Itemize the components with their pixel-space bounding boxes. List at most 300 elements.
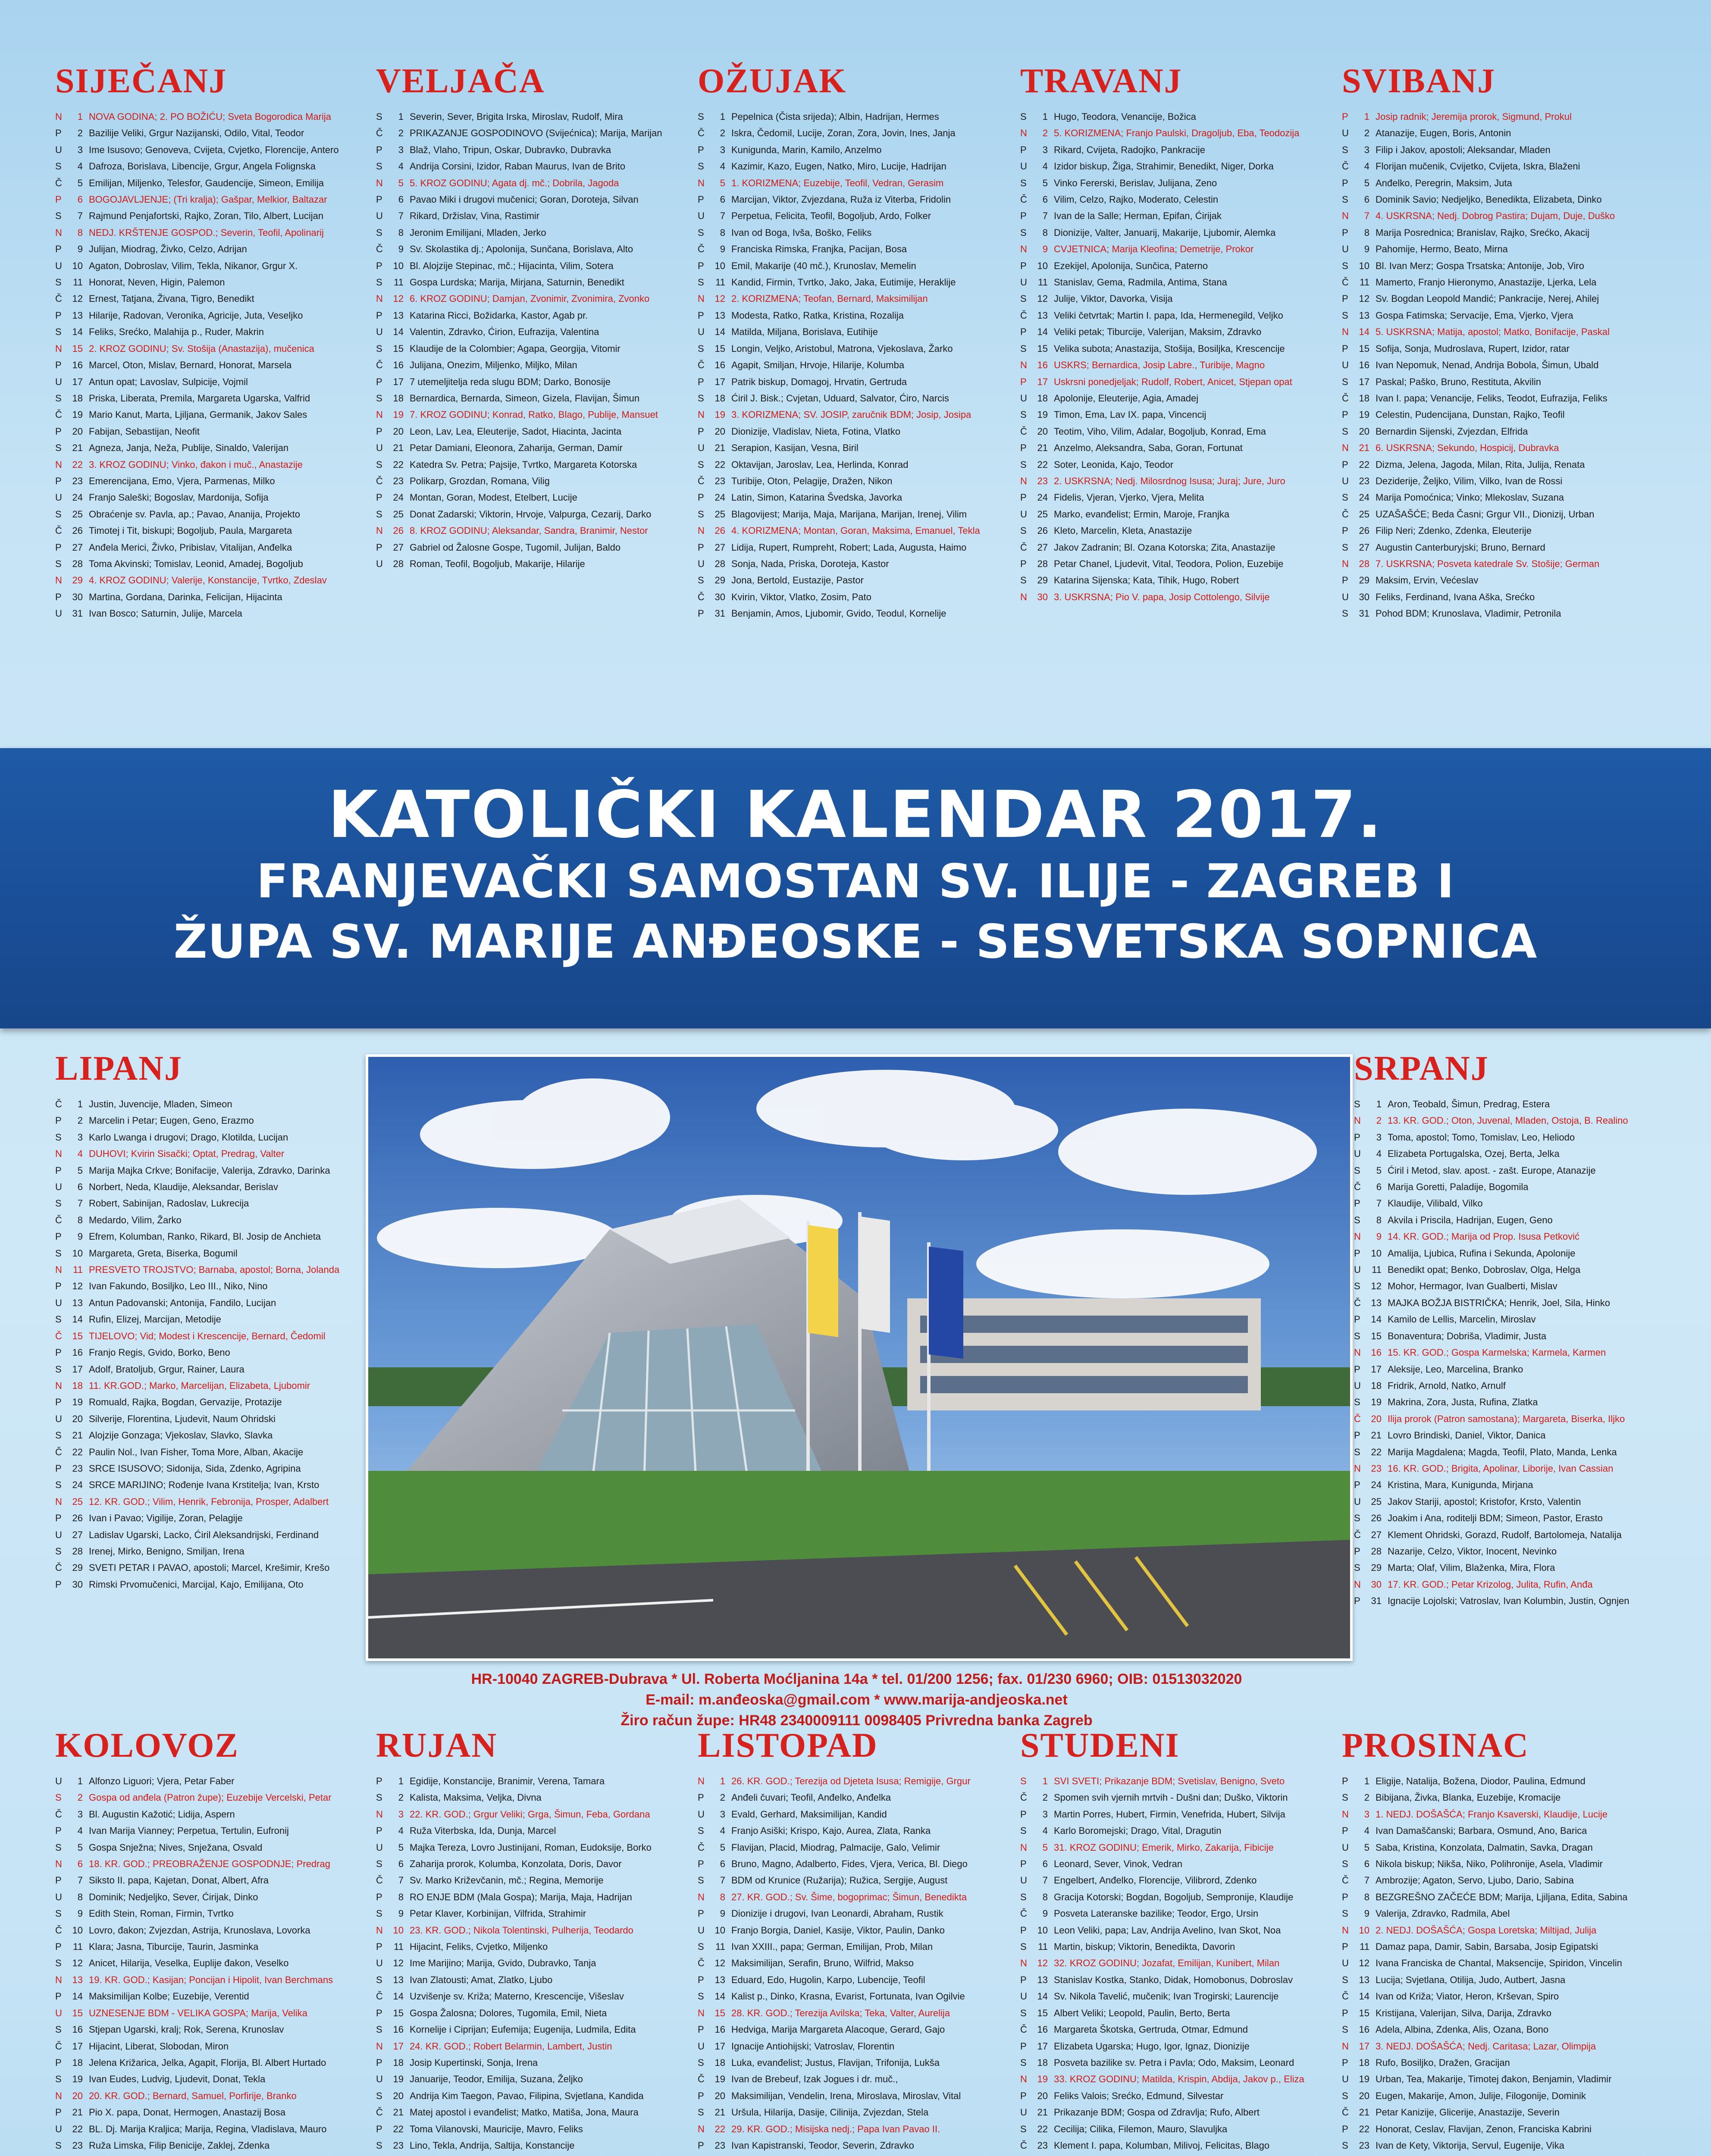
weekday-letter: P: [698, 194, 704, 205]
day-row: [55, 407, 366, 423]
saints-text: NEDJ. KRŠTENJE GOSPOD.; Severin, Teofil, Apolinarij: [89, 227, 324, 238]
saints-text: Stanislav, Gema, Radmila, Antima, Stana: [1054, 277, 1227, 288]
saints-text: Marko, evanđelist; Ermin, Maroje, Franjka: [1054, 508, 1230, 520]
saints-text: Dionizije, Vladislav, Nieta, Fotina, Vlatko: [731, 426, 901, 437]
day-row: [1342, 1856, 1652, 1872]
day-row: [55, 457, 366, 473]
day-row: [55, 291, 366, 307]
weekday-letter: P: [698, 2140, 704, 2151]
day-row: [1342, 556, 1652, 572]
saints-text: Joakim i Ana, roditelji BDM; Simeon, Pastor, Erasto: [1388, 1513, 1603, 1524]
day-row: [55, 390, 366, 407]
weekday-letter: N: [698, 2123, 705, 2134]
day-row: [698, 1955, 1008, 1971]
day-row: [376, 191, 686, 208]
day-row: [1342, 142, 1652, 158]
saints-text: Roman, Teofil, Bogoljub, Makarije, Hilarije: [410, 558, 585, 569]
day-number: 28: [1371, 1545, 1382, 1557]
weekday-letter: S: [55, 442, 62, 454]
weekday-letter: U: [1342, 128, 1349, 139]
day-number: 27: [72, 542, 83, 553]
saints-text: Maksimilijan, Serafin, Bruno, Wilfrid, Makso: [731, 1958, 914, 1969]
weekday-letter: P: [1020, 2090, 1027, 2101]
day-number: 8: [1364, 227, 1369, 238]
day-row: [55, 556, 366, 572]
month-title: TRAVANJ: [1020, 62, 1182, 100]
day-row: [1354, 1576, 1664, 1593]
weekday-letter: S: [55, 1314, 62, 1325]
weekday-letter: N: [1354, 1347, 1361, 1358]
weekday-letter: P: [1342, 111, 1348, 122]
day-row: [55, 1411, 366, 1427]
saints-text: Aron, Teobald, Šimun, Predrag, Estera: [1388, 1099, 1550, 1109]
day-row: [1342, 457, 1652, 473]
saints-text: Timon, Ema, Lav IX. papa, Vincencij: [1054, 409, 1206, 420]
day-number: 18: [72, 2057, 83, 2068]
day-row: [1020, 307, 1331, 324]
weekday-letter: S: [376, 161, 382, 172]
day-row: [55, 1806, 366, 1823]
day-number: 8: [77, 227, 83, 238]
day-number: 27: [1359, 542, 1369, 553]
weekday-letter: P: [698, 2090, 704, 2101]
day-row: [1342, 1972, 1652, 1988]
saints-text: 6. KROZ GODINU; Damjan, Zvonimir, Zvonimira, Zvonko: [410, 293, 650, 304]
saints-text: Modesta, Ratko, Ratka, Kristina, Rozalija: [731, 310, 904, 321]
weekday-letter: U: [376, 1842, 383, 1853]
day-row: [376, 423, 686, 440]
weekday-letter: U: [1020, 2107, 1027, 2118]
day-row: [1342, 1789, 1652, 1806]
saints-text: Toma Akvinski; Tomislav, Leonid, Amadej, Bogoljub: [89, 558, 303, 569]
day-number: 29: [1037, 575, 1048, 586]
day-number: 8: [398, 227, 404, 238]
saints-text: Anicet, Hilarija, Veselka, Euplije đakon, Veselko: [89, 1958, 289, 1969]
day-number: 14: [1037, 326, 1048, 338]
day-number: 2: [1364, 1792, 1369, 1803]
weekday-letter: S: [376, 343, 382, 354]
saints-text: Maksimilijan, Vendelin, Irena, Miroslava, Miroslav, Vital: [731, 2090, 961, 2101]
saints-text: Jeronim Emilijani, Mladen, Jerko: [410, 227, 546, 238]
day-number: 5: [720, 177, 725, 188]
saints-text: Medardo, Vilim, Žarko: [89, 1214, 182, 1225]
day-row: [698, 241, 1008, 257]
day-number: 15: [72, 343, 83, 354]
saints-text: Ime Marijino; Marija, Gvido, Dubravko, Tanja: [410, 1958, 596, 1969]
day-number: 3: [1376, 1131, 1382, 1143]
saints-text: 7 utemeljitelja reda slugu BDM; Darko, Bonosije: [410, 376, 611, 387]
weekday-letter: U: [1342, 475, 1349, 486]
day-row: [55, 473, 366, 489]
day-number: 19: [393, 409, 404, 420]
saints-text: Dominik; Nedjeljko, Sever, Ćirijak, Dinko: [89, 1891, 258, 1902]
weekday-letter: P: [376, 1776, 382, 1786]
day-row: [698, 605, 1008, 622]
day-row: [1342, 374, 1652, 390]
day-number: 22: [1371, 1446, 1382, 1457]
day-row: [55, 1328, 366, 1344]
day-row: [55, 489, 366, 506]
day-number: 30: [72, 1579, 83, 1590]
weekday-letter: U: [55, 376, 62, 387]
weekday-letter: S: [1342, 2024, 1348, 2035]
weekday-letter: P: [1020, 2040, 1027, 2052]
weekday-letter: P: [1342, 409, 1348, 420]
weekday-letter: Č: [376, 475, 383, 486]
saints-text: 24. KR. GOD.; Robert Belarmin, Lambert, Justin: [410, 2040, 612, 2052]
weekday-letter: P: [376, 194, 382, 205]
day-row: [55, 1195, 366, 1212]
weekday-letter: U: [698, 1808, 705, 1820]
day-number: 1: [1364, 1776, 1369, 1786]
day-number: 2: [77, 1115, 83, 1126]
day-row: [55, 307, 366, 324]
day-row: [698, 125, 1008, 141]
day-row: [1342, 1872, 1652, 1889]
day-number: 1: [720, 1776, 725, 1786]
day-number: 11: [1360, 277, 1369, 288]
day-row: [1342, 1823, 1652, 1839]
day-number: 5: [77, 1165, 83, 1176]
day-row: [55, 1146, 366, 1162]
saints-text: Norbert, Neda, Klaudije, Aleksandar, Berislav: [89, 1181, 279, 1193]
weekday-letter: U: [1020, 1875, 1027, 1886]
day-number: 18: [393, 392, 404, 404]
day-row: [55, 1527, 366, 1543]
weekday-letter: S: [698, 1941, 704, 1952]
weekday-letter: P: [698, 376, 704, 387]
saints-text: Klement I. papa, Kolumban, Milivoj, Felicitas, Blago: [1054, 2140, 1270, 2151]
day-number: 3: [77, 1808, 83, 1820]
weekday-letter: N: [698, 1776, 705, 1786]
weekday-letter: S: [55, 1247, 62, 1259]
saints-text: Petar Kanizije, Glicerije, Anastazije, Severin: [1376, 2107, 1560, 2118]
day-number: 30: [72, 591, 83, 602]
day-row: [376, 258, 686, 274]
day-row: [1354, 1344, 1664, 1361]
saints-text: Jakov Stariji, apostol; Kristofor, Krsto, Valentin: [1388, 1496, 1581, 1507]
day-row: [1020, 274, 1331, 291]
saints-text: Hilarije, Radovan, Veronika, Agricije, Juta, Veseljko: [89, 310, 303, 321]
weekday-letter: S: [1020, 1776, 1027, 1786]
saints-text: Justin, Juvencije, Mladen, Simeon: [89, 1099, 232, 1109]
day-row: [1020, 1806, 1331, 1823]
saints-text: Agaton, Dobroslav, Vilim, Tekla, Nikanor, Grgur X.: [89, 260, 298, 271]
month-title: PROSINAC: [1342, 1727, 1529, 1764]
weekday-letter: S: [698, 227, 704, 238]
saints-text: SRCE ISUSOVO; Sidonija, Sida, Zdenko, Agripina: [89, 1463, 301, 1474]
saints-text: Eligije, Natalija, Božena, Diodor, Paulina, Edmund: [1376, 1776, 1586, 1786]
saints-text: 4. KROZ GODINU; Valerije, Konstancije, Tvrtko, Zdeslav: [89, 575, 327, 586]
weekday-letter: U: [376, 442, 383, 454]
weekday-letter: P: [376, 310, 382, 321]
weekday-letter: S: [1020, 1891, 1027, 1902]
day-row: [55, 1922, 366, 1939]
day-row: [1020, 1988, 1331, 2005]
weekday-letter: U: [55, 608, 62, 619]
saints-text: Katarina Sijenska; Kata, Tihik, Hugo, Robert: [1054, 575, 1239, 586]
saints-text: Pohod BDM; Krunoslava, Vladimir, Petronila: [1376, 608, 1561, 619]
weekday-letter: [1020, 2154, 1031, 2156]
saints-text: Adela, Albina, Zdenka, Alis, Ozana, Bono: [1376, 2024, 1549, 2035]
day-number: 7: [1042, 210, 1048, 222]
day-row: [55, 2071, 366, 2087]
day-number: 10: [72, 260, 83, 271]
weekday-letter: Č: [1342, 508, 1349, 520]
day-row: [698, 1922, 1008, 1939]
weekday-letter: Č: [1020, 542, 1027, 553]
saints-text: Fidelis, Vjeran, Vjerko, Vjera, Melita: [1054, 492, 1204, 503]
saints-text: Ivan XXIII., papa; German, Emilijan, Prob, Milan: [731, 1941, 933, 1952]
saints-text: 31. KROZ GODINU; Emerik, Mirko, Zakarija, Fibicije: [1054, 1842, 1274, 1853]
saints-text: Evald, Gerhard, Maksimilijan, Kandid: [731, 1808, 887, 1820]
weekday-letter: P: [55, 1397, 62, 1408]
saints-text: Bazilije Veliki, Grgur Nazijanski, Odilo, Vital, Teodor: [89, 128, 304, 139]
saints-text: Fabijan, Sebastijan, Neofit: [89, 426, 200, 437]
day-number: 17: [1359, 2040, 1369, 2052]
day-number: 28: [72, 1545, 83, 1557]
saints-text: Nikola biskup; Nikša, Niko, Polihronije, Asela, Vladimir: [1376, 1858, 1603, 1870]
weekday-letter: P: [1020, 210, 1027, 222]
day-row: [376, 357, 686, 373]
day-number: 7: [77, 210, 83, 222]
day-row: [1342, 1955, 1652, 1971]
saints-text: Bl. Augustin Kažotić; Lidija, Aspern: [89, 1808, 235, 1820]
day-row: [698, 2088, 1008, 2104]
day-number: 21: [393, 2107, 404, 2118]
saints-text: Bernardin Sijenski, Zvjezdan, Elfrida: [1376, 426, 1528, 437]
saints-text: Petar Klaver, Korbinijan, Vilfrida, Strahimir: [410, 1908, 586, 1919]
day-number: 12: [72, 1958, 83, 1969]
day-number: 13: [393, 310, 404, 321]
day-number: 14: [393, 1991, 404, 2002]
day-row: [698, 539, 1008, 556]
day-number: 16: [714, 2024, 725, 2035]
day-row: [1020, 539, 1331, 556]
weekday-letter: P: [1020, 1858, 1027, 1870]
day-number: 6: [1364, 1858, 1369, 1870]
day-number: 31: [1359, 608, 1369, 619]
day-number: 1: [1364, 111, 1369, 122]
day-row: [1354, 1494, 1664, 1510]
day-number: 8: [398, 1891, 404, 1902]
saints-text: Januarije, Teodor, Emilija, Suzana, Željko: [410, 2074, 583, 2085]
saints-text: 5. KORIZMENA; Franjo Paulski, Dragoljub, Eba, Teodozija: [1054, 128, 1300, 139]
weekday-letter: Č: [55, 409, 62, 420]
day-row: [1020, 2121, 1331, 2137]
day-number: 22: [714, 2123, 725, 2134]
weekday-letter: S: [698, 1991, 704, 2002]
saints-text: 2. USKRSNA; Nedj. Milosrdnog Isusa; Juraj; Jure, Juro: [1054, 475, 1285, 486]
saints-text: Eugen, Makarije, Amon, Julije, Filogonije, Dominik: [1376, 2090, 1586, 2101]
weekday-letter: P: [376, 542, 382, 553]
saints-text: [1376, 2154, 1620, 2156]
day-number: 18: [1037, 2057, 1048, 2068]
saints-text: Emil, Makarije (40 mč.), Krunoslav, Memelin: [731, 260, 916, 271]
weekday-letter: U: [55, 1776, 62, 1786]
day-number: 20: [72, 1413, 83, 1424]
saints-text: 2. KORIZMENA; Teofan, Bernard, Maksimilijan: [731, 293, 928, 304]
weekday-letter: S: [698, 508, 704, 520]
month-title: SVIBANJ: [1342, 62, 1496, 100]
day-row: [698, 307, 1008, 324]
day-row: [376, 175, 686, 191]
saints-text: Pahomije, Hermo, Beato, Mirna: [1376, 244, 1508, 255]
day-row: [698, 2137, 1008, 2154]
day-row: [698, 440, 1008, 456]
day-number: 23: [72, 2140, 83, 2151]
day-row: [376, 1972, 686, 1988]
weekday-letter: Č: [376, 1991, 383, 2002]
weekday-letter: S: [1020, 459, 1027, 470]
day-row: [55, 1460, 366, 1477]
day-number: 21: [393, 442, 404, 454]
day-row: [698, 407, 1008, 423]
day-number: 29: [1371, 1562, 1382, 1573]
weekday-letter: S: [698, 1825, 704, 1836]
saints-text: Engelbert, Anđelko, Florencije, Vilibrord, Zdenko: [1054, 1875, 1257, 1886]
day-row: [698, 142, 1008, 158]
saints-text: Agapit, Smiljan, Hrvoje, Hilarije, Kolumba: [731, 360, 905, 371]
weekday-letter: Č: [698, 2074, 705, 2085]
day-number: 25: [72, 1496, 83, 1507]
day-row: [698, 506, 1008, 523]
day-row: [1354, 1444, 1664, 1460]
day-row: [698, 191, 1008, 208]
saints-text: Prikazanje BDM; Gospa od Zdravlja; Rufo, Albert: [1054, 2107, 1260, 2118]
saints-text: Akvila i Priscila, Hadrijan, Eugen, Geno: [1388, 1214, 1553, 1225]
day-number: 14: [72, 1314, 83, 1325]
weekday-letter: N: [55, 1148, 62, 1159]
day-row: [1354, 1427, 1664, 1444]
day-row: [1342, 109, 1652, 125]
day-row: [1342, 241, 1652, 257]
saints-text: PRIKAZANJE GOSPODINOVO (Svijećnica); Marija, Marijan: [410, 128, 662, 139]
day-row: [376, 158, 686, 175]
weekday-letter: Č: [1342, 1991, 1349, 2002]
weekday-letter: P: [1354, 1247, 1360, 1259]
weekday-letter: S: [698, 392, 704, 404]
saints-text: Blaž, Vlaho, Tripun, Oskar, Dubravko, Dubravka: [410, 144, 611, 155]
day-row: [1354, 1560, 1664, 1576]
day-row: [55, 2088, 366, 2104]
day-row: [698, 1856, 1008, 1872]
weekday-letter: P: [55, 542, 62, 553]
saints-text: Oktavijan, Jaroslav, Lea, Herlinda, Konrad: [731, 459, 909, 470]
day-row: [55, 241, 366, 257]
saints-text: Ivan Fakundo, Bosiljko, Leo III., Niko, Nino: [89, 1281, 268, 1292]
saints-text: Ilija prorok (Patron samostana); Margareta, Biserka, Iljko: [1388, 1413, 1625, 1424]
weekday-letter: S: [1020, 525, 1027, 536]
weekday-letter: S: [55, 277, 62, 288]
weekday-letter: P: [1020, 260, 1027, 271]
weekday-letter: Č: [55, 1562, 62, 1573]
day-number: 21: [1371, 1430, 1382, 1441]
day-row: [698, 374, 1008, 390]
day-number: 19: [72, 2074, 83, 2085]
day-row: [698, 2038, 1008, 2055]
weekday-letter: P: [1020, 1974, 1027, 1985]
month-title: LISTOPAD: [698, 1727, 878, 1764]
saints-text: Julijana, Onezim, Miljenko, Miljko, Milan: [410, 360, 577, 371]
day-number: 10: [393, 1924, 404, 1936]
weekday-letter: P: [55, 128, 62, 139]
day-number: 11: [394, 1941, 404, 1952]
day-number: 3: [1364, 1808, 1369, 1820]
saints-text: Sonja, Nada, Priska, Doroteja, Kastor: [731, 558, 889, 569]
day-number: 8: [720, 227, 725, 238]
day-row: [1342, 589, 1652, 605]
weekday-letter: P: [698, 542, 704, 553]
weekday-letter: S: [55, 1842, 62, 1853]
day-row: [376, 1872, 686, 1889]
saints-text: Polikarp, Grozdan, Romana, Vilig: [410, 475, 550, 486]
weekday-letter: N: [55, 1974, 62, 1985]
saints-text: Benedikt opat; Benko, Dobroslav, Olga, Helga: [1388, 1264, 1581, 1275]
day-number: 26: [1371, 1513, 1382, 1524]
day-number: 12: [1359, 293, 1369, 304]
saints-text: Sv. Bogdan Leopold Mandić; Pankracije, Nerej, Ahilej: [1376, 293, 1599, 304]
saints-text: Petar Damiani, Eleonora, Zaharija, German, Damir: [410, 442, 623, 454]
saints-text: Josip radnik; Jeremija prorok, Sigmund, Prokul: [1376, 111, 1572, 122]
saints-text: Martina, Gordana, Darinka, Felicijan, Hijacinta: [89, 591, 282, 602]
weekday-letter: Č: [1342, 161, 1349, 172]
month-rujan: [376, 1725, 686, 2156]
saints-text: [410, 2154, 646, 2156]
day-number: 17: [72, 2040, 83, 2052]
saints-text: USKRS; Bernardica, Josip Labre., Turibije, Magno: [1054, 360, 1265, 371]
day-number: 7: [77, 1875, 83, 1886]
day-number: 6: [398, 194, 404, 205]
day-number: 20: [714, 426, 725, 437]
weekday-letter: S: [376, 227, 382, 238]
day-row: [55, 572, 366, 589]
weekday-letter: P: [1342, 293, 1348, 304]
weekday-letter: P: [1354, 1479, 1360, 1491]
day-number: 18: [1371, 1380, 1382, 1391]
weekday-letter: P: [55, 360, 62, 371]
weekday-letter: S: [55, 1545, 62, 1557]
saints-text: 15. KR. GOD.; Gospa Karmelska; Karmela, Karmen: [1388, 1347, 1606, 1358]
day-number: 30: [714, 591, 725, 602]
day-row: [1342, 175, 1652, 191]
day-number: 24: [72, 1479, 83, 1491]
saints-text: Spomen svih vjernih mrtvih - Dušni dan; Duško, Viktorin: [1054, 1792, 1288, 1803]
saints-text: Latin, Simon, Katarina Švedska, Javorka: [731, 492, 903, 503]
day-number: 17: [72, 1363, 83, 1375]
day-row: [1020, 2021, 1331, 2038]
day-row: [698, 2005, 1008, 2021]
weekday-letter: N: [1342, 210, 1349, 222]
month-title: KOLOVOZ: [55, 1727, 239, 1764]
day-number: 4: [1042, 1825, 1048, 1836]
weekday-letter: S: [1342, 2140, 1348, 2151]
month-svibanj: [1342, 60, 1652, 622]
day-number: 5: [77, 1842, 83, 1853]
saints-text: Damaz papa, Damir, Sabin, Barsaba, Josip Egipatski: [1376, 1941, 1598, 1952]
day-number: 19: [1359, 409, 1369, 420]
saints-text: Kunigunda, Marin, Kamilo, Anzelmo: [731, 144, 882, 155]
day-row: [55, 1494, 366, 1510]
saints-text: Stjepan Ugarski, kralj; Rok, Serena, Krunoslav: [89, 2024, 284, 2035]
day-row: [1020, 291, 1331, 307]
saints-text: 3. USKRSNA; Pio V. papa, Josip Cottolengo, Silvije: [1054, 591, 1270, 602]
day-number: 15: [72, 2007, 83, 2018]
weekday-letter: P: [698, 608, 704, 619]
saints-text: Anđelko, Peregrin, Maksim, Juta: [1376, 177, 1512, 188]
weekday-letter: S: [376, 1908, 382, 1919]
day-number: 1: [720, 111, 725, 122]
